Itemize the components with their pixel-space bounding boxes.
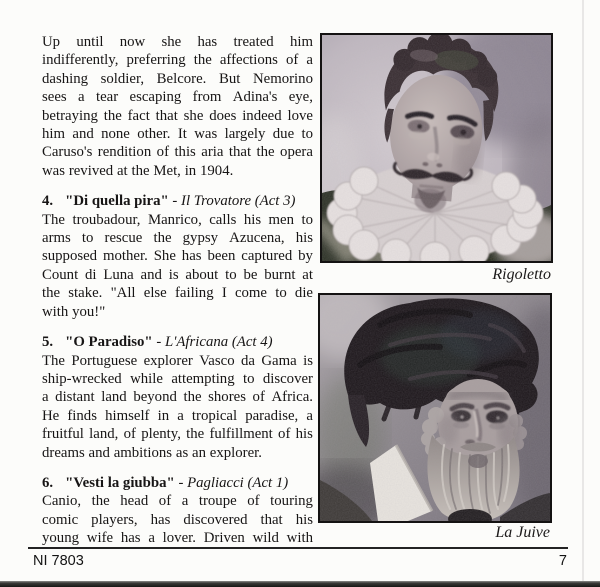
heading-separator: - xyxy=(152,334,165,351)
text-line: young wife has a lover. Driven wild with xyxy=(42,530,313,547)
track-4-aria-title: "Di quella pira" xyxy=(65,193,169,210)
track-4-description xyxy=(42,211,313,321)
track-5-number: 5. xyxy=(42,334,54,351)
scan-right-edge xyxy=(582,0,584,581)
text-line: Canio, the head of a troupe of touring xyxy=(42,493,313,510)
track-5-description xyxy=(42,352,313,462)
liner-notes-column xyxy=(42,33,313,548)
text-line: betraying the fact that she does indeed love xyxy=(42,107,313,124)
intro-paragraph xyxy=(42,33,313,180)
text-line: Up until now she has treated him xyxy=(42,34,313,50)
track-note-4 xyxy=(42,192,313,321)
text-line: The troubadour, Manrico, calls his men to xyxy=(42,211,313,228)
text-line: supposed mother. She has been captured by xyxy=(42,248,313,265)
text-line: dreams and ambitions as an explorer. xyxy=(42,444,262,461)
rigoletto-portrait-illustration xyxy=(322,35,551,261)
text-line: with you!" xyxy=(42,303,106,320)
text-line: fruitful land, of plenty, the fulfillment of his xyxy=(42,426,313,443)
track-6-description xyxy=(42,492,313,547)
heading-separator: - xyxy=(168,193,182,210)
text-line: a distant land beyond the shores of Africa. xyxy=(42,389,313,406)
photo-caption-la-juive: La Juive xyxy=(495,524,550,541)
photo-rigoletto xyxy=(320,33,553,263)
text-line: comic players, has discovered that his xyxy=(42,511,313,528)
track-5-aria-title: "O Paradiso" xyxy=(65,334,153,351)
text-line: the stake. "All else failing I come to die xyxy=(42,285,313,302)
text-line: sees a tear escaping from Adina's eye, xyxy=(42,89,313,106)
text-line: arms to rescue the gypsy Azucena, his xyxy=(42,230,313,247)
track-4-heading xyxy=(42,192,313,210)
text-line: was revived at the Met, in 1904. xyxy=(42,162,234,179)
text-line: indifferently, preferring the affections of a xyxy=(42,52,313,69)
la-juive-portrait-illustration xyxy=(320,295,550,521)
track-4-number: 4. xyxy=(42,193,54,210)
text-line: Caruso's rendition of this aria that the opera xyxy=(42,144,313,161)
track-6-heading xyxy=(42,474,313,492)
scan-bottom-edge xyxy=(0,581,600,587)
photo-la-juive xyxy=(318,293,552,523)
footer-rule xyxy=(28,547,568,549)
text-line: ship-wrecked while attempting to discover xyxy=(42,370,313,387)
track-6-opera-name: Pagliacci (Act 1) xyxy=(187,474,289,491)
track-5-heading xyxy=(42,333,313,351)
text-line: dashing soldier, Belcore. But Nemorino xyxy=(42,70,313,87)
track-5-opera-name: L'Africana (Act 4) xyxy=(164,334,273,351)
track-6-number: 6. xyxy=(42,474,54,491)
track-6-aria-title: "Vesti la giubba" xyxy=(65,474,175,491)
text-line: He finds himself in a tropical paradise, a xyxy=(42,407,313,424)
text-line: The Portuguese explorer Vasco da Gama is xyxy=(42,352,313,369)
heading-separator: - xyxy=(174,474,188,491)
page-number: 7 xyxy=(558,553,567,569)
text-line: Count di Luna and is about to be burnt at xyxy=(42,266,313,283)
catalog-number: NI 7803 xyxy=(33,553,84,569)
track-note-6 xyxy=(42,474,313,548)
track-note-5 xyxy=(42,333,313,462)
photo-caption-rigoletto: Rigoletto xyxy=(492,266,551,283)
track-4-opera-name: Il Trovatore (Act 3) xyxy=(181,193,296,210)
text-line: him and none other. It was largely due to xyxy=(42,126,313,143)
